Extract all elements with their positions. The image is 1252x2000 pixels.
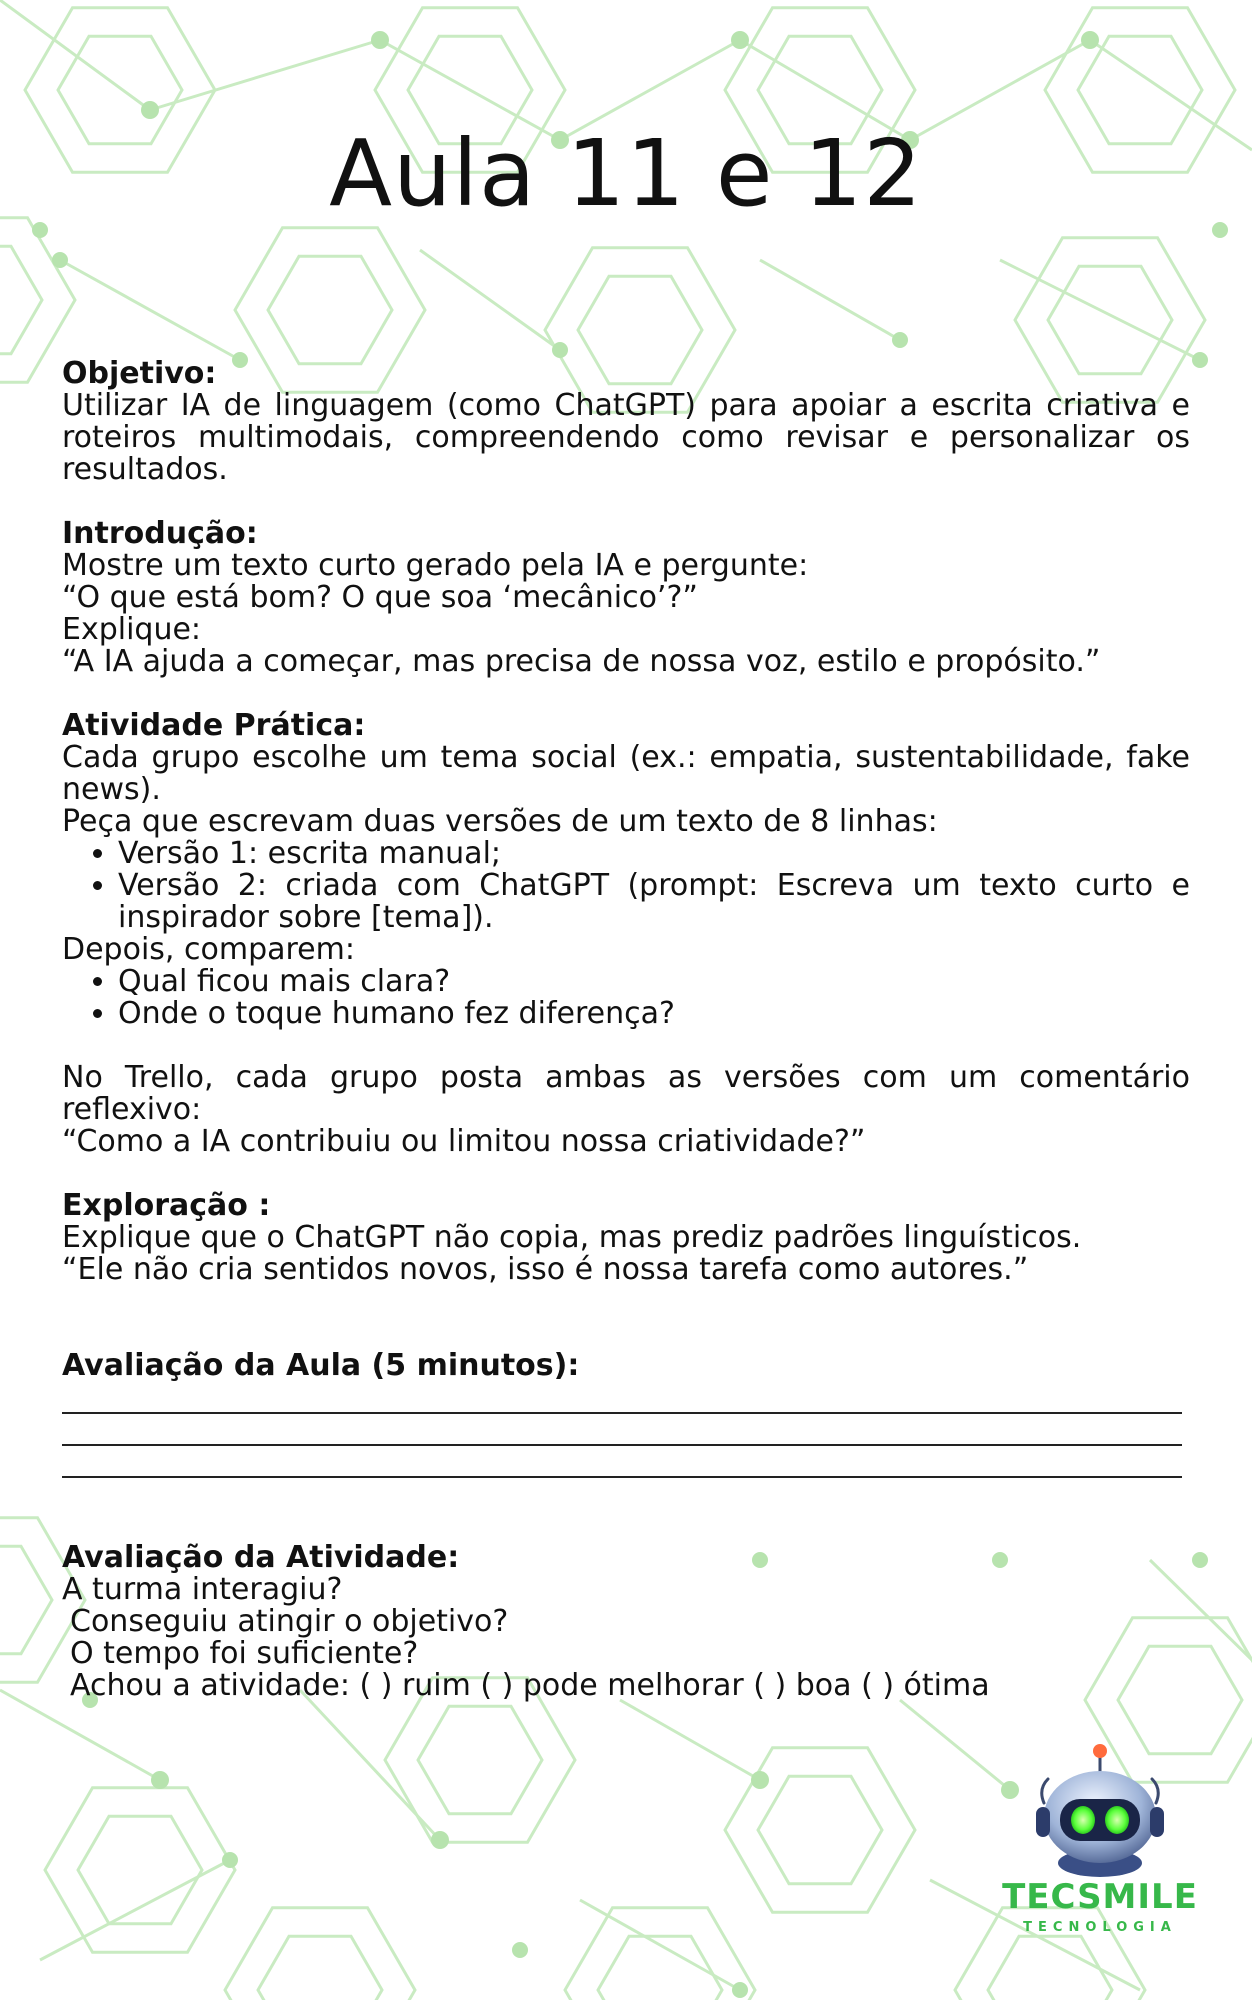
avaliacao-line: A turma interagiu? <box>62 1572 343 1607</box>
exploracao-line: Explique que o ChatGPT não copia, mas prediz padrões linguísticos. <box>62 1220 1082 1255</box>
introducao-line: “O que está bom? O que soa ‘mecânico’?” <box>62 580 698 615</box>
brand-tagline: TECNOLOGIA <box>1023 1920 1177 1935</box>
questions-list <box>62 966 1190 1030</box>
avaliacao-line: Achou a atividade: ( ) ruim ( ) pode melhorar ( ) boa ( ) ótima <box>70 1668 990 1703</box>
list-item: • Onde o toque humano fez diferença? <box>118 998 1190 1030</box>
list-item: • Versão 2: criada com ChatGPT (prompt: Escreva um texto curto e inspirador sobre [tema]). <box>118 870 1190 934</box>
versions-list <box>62 838 1190 934</box>
avaliacao-atividade-heading: Avaliação da Atividade: <box>62 1540 460 1575</box>
lesson-content <box>62 358 1190 1702</box>
answer-line <box>62 1444 1182 1446</box>
atividade-heading: Atividade Prática: <box>62 708 366 743</box>
avaliacao-aula-heading: Avaliação da Aula (5 minutos): <box>62 1348 580 1383</box>
introducao-heading: Introdução: <box>62 516 258 551</box>
list-item: • Qual ficou mais clara? <box>118 966 1190 998</box>
avaliacao-line: O tempo foi suficiente? <box>70 1636 419 1671</box>
brand-name: TECSMILE <box>1002 1877 1198 1917</box>
compare-label: Depois, comparem: <box>62 932 355 967</box>
robot-mascot-icon <box>990 1735 1210 1880</box>
avaliacao-line: Conseguiu atingir o objetivo? <box>70 1604 509 1639</box>
introducao-line: Explique: <box>62 612 202 647</box>
atividade-intro: Cada grupo escolhe um tema social (ex.: empatia, sustentabilidade, fake news). <box>62 740 1190 807</box>
objetivo-heading: Objetivo: <box>62 356 217 391</box>
introducao-line: Mostre um texto curto gerado pela IA e pergunte: <box>62 548 809 583</box>
answer-line <box>62 1412 1182 1414</box>
trello-quote: “Como a IA contribuiu ou limitou nossa criatividade?” <box>62 1124 866 1159</box>
list-item: • Versão 1: escrita manual; <box>118 838 1190 870</box>
exploracao-heading: Exploração : <box>62 1188 271 1223</box>
introducao-line: “A IA ajuda a começar, mas precisa de nossa voz, estilo e propósito.” <box>62 644 1101 679</box>
trello-instruction: No Trello, cada grupo posta ambas as versões com um comentário reflexivo: <box>62 1060 1190 1127</box>
atividade-request: Peça que escrevam duas versões de um texto de 8 linhas: <box>62 804 938 839</box>
objetivo-text: Utilizar IA de linguagem (como ChatGPT) para apoiar a escrita criativa e roteiros multimodais, compreendendo como revisar e personalizar os resultados. <box>62 388 1190 487</box>
exploracao-line: “Ele não cria sentidos novos, isso é nossa tarefa como autores.” <box>62 1252 1029 1287</box>
page-title: Aula 11 e 12 <box>329 120 923 227</box>
